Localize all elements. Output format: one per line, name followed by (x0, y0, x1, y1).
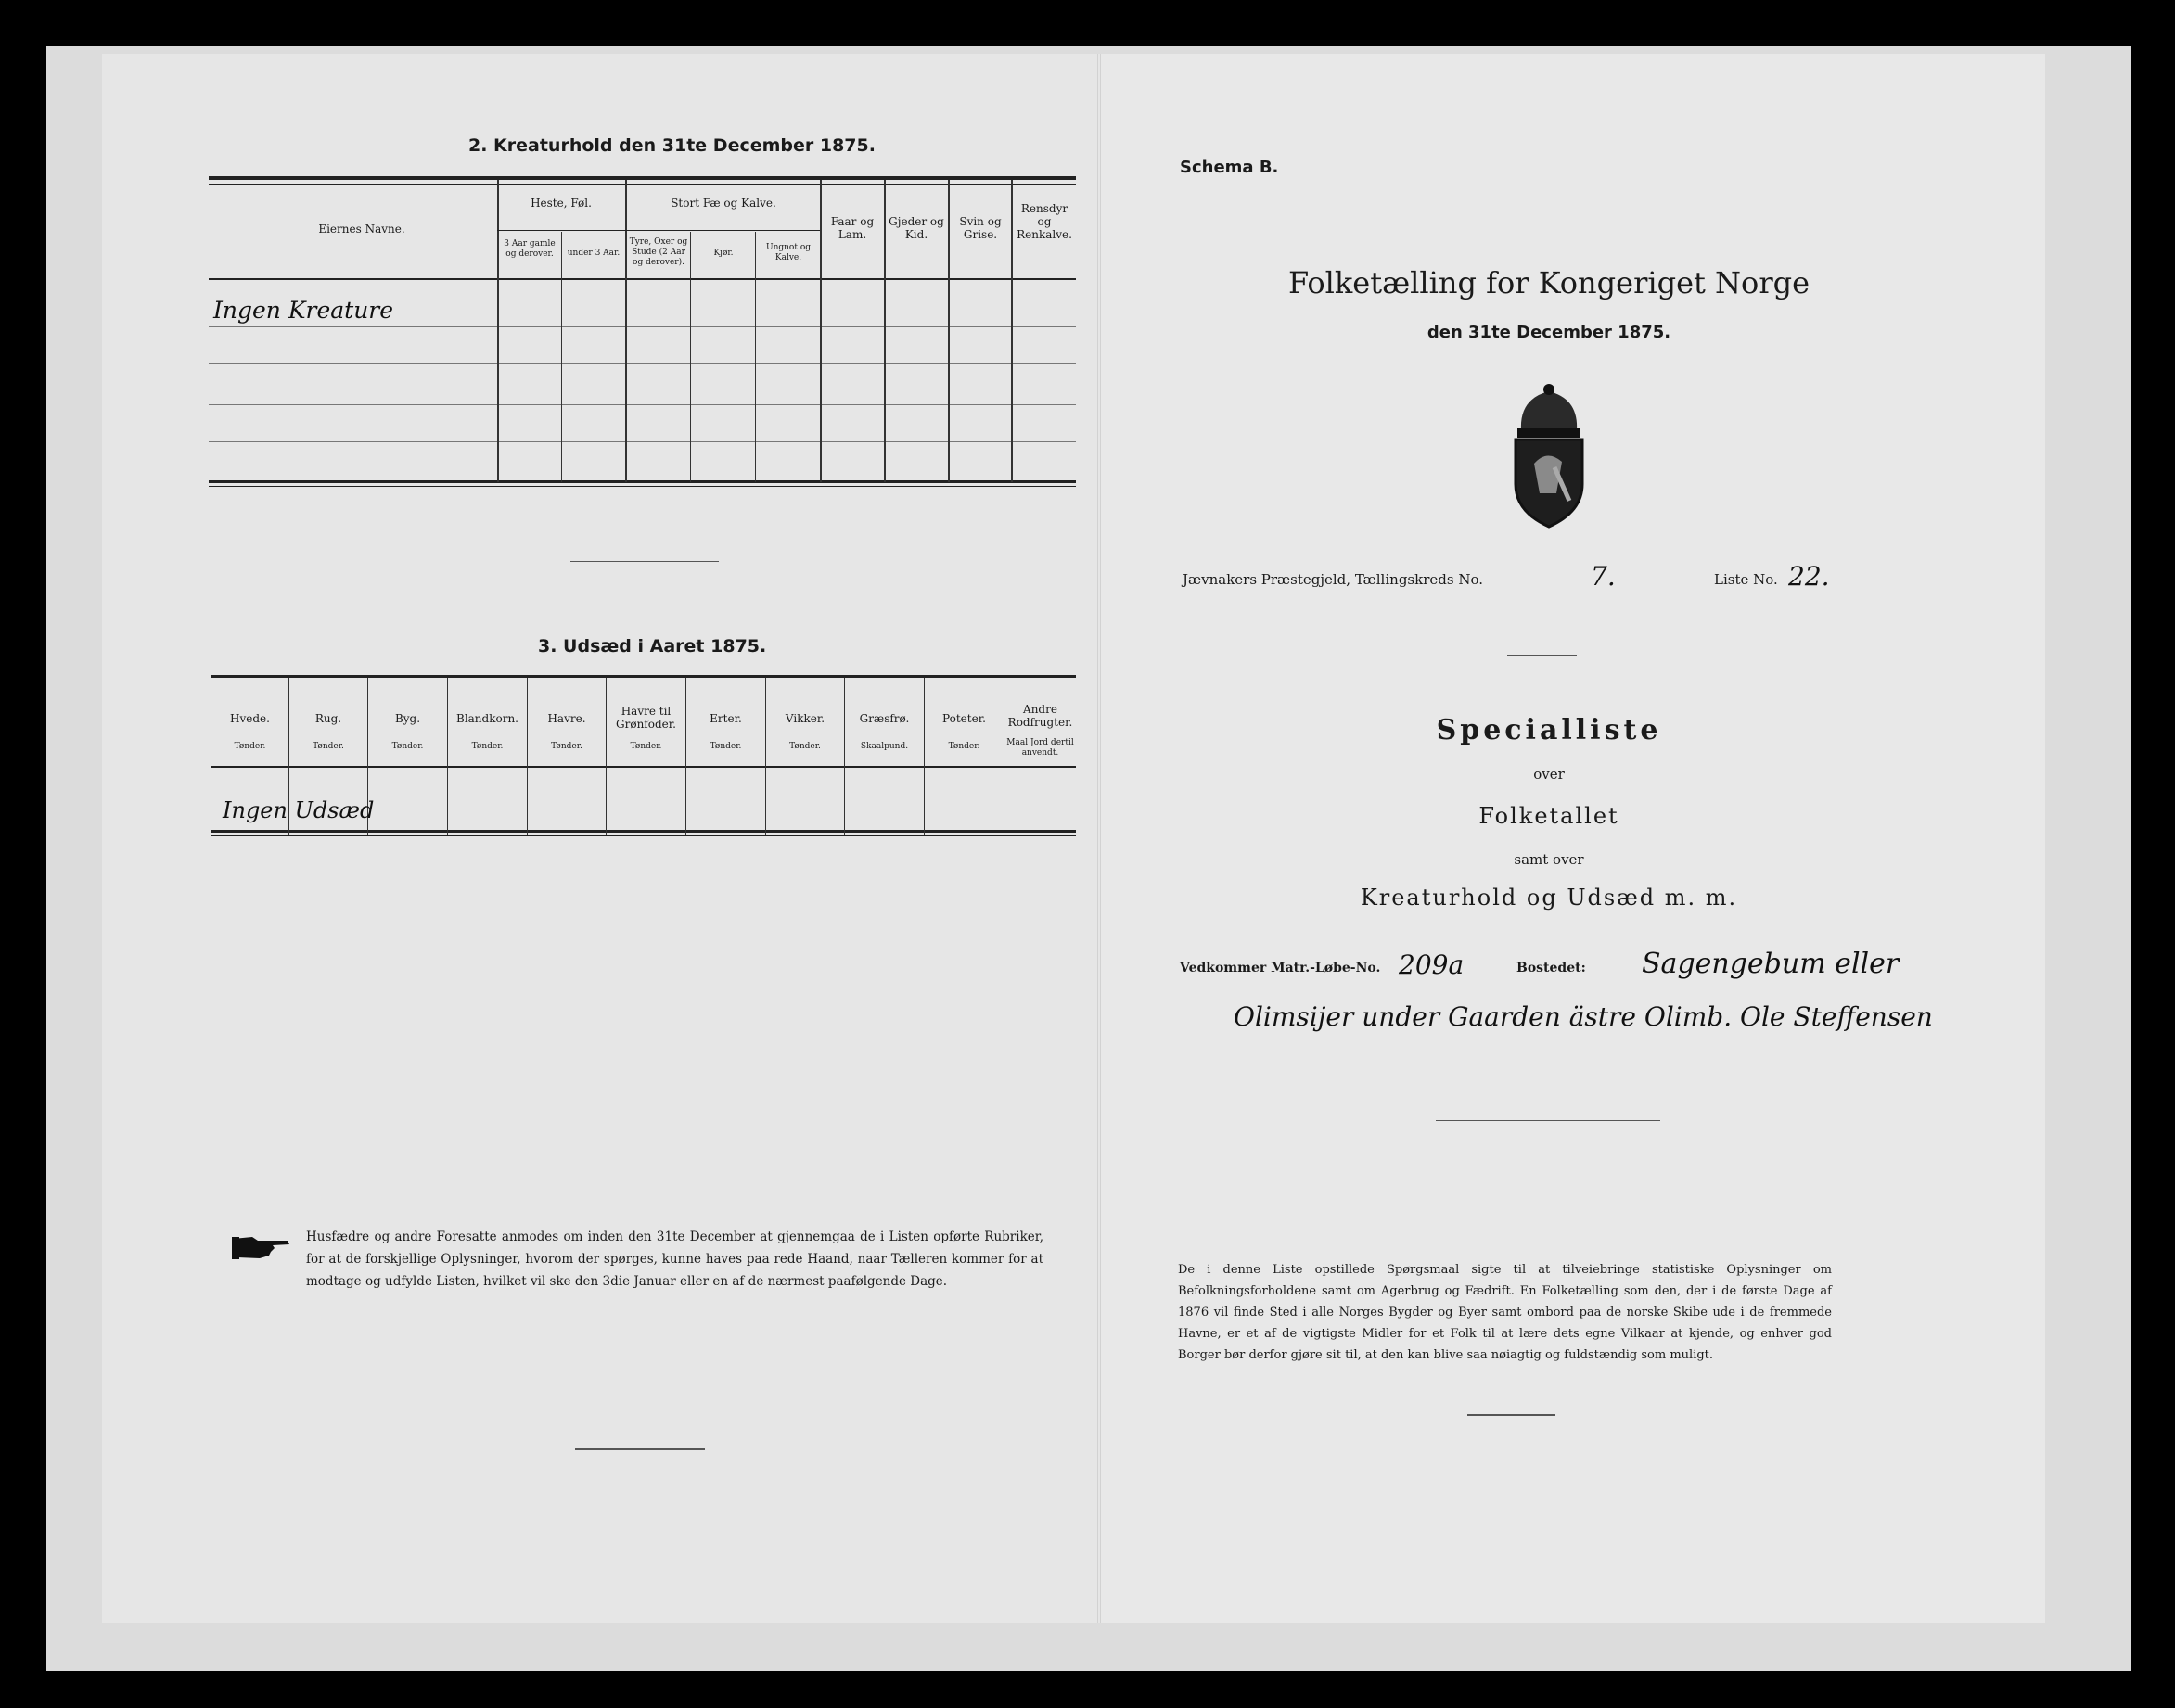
header-cattle: Stort Fæ og Kalve. (671, 197, 776, 210)
seed-entry: Ingen Udsæd (223, 797, 375, 823)
seed-roots: Andre Rodfrugter. (1007, 703, 1073, 729)
section2-title: 2. Kreaturhold den 31te December 1875. (468, 135, 876, 156)
seed-vetch: Vikker. (785, 712, 825, 725)
separator (1436, 1120, 1660, 1121)
main-title: Folketælling for Kongeriget Norge (1287, 265, 1810, 300)
kreds-number: 7. (1591, 561, 1616, 592)
separator (1467, 1414, 1555, 1416)
seed-grass-unit: Skaalpund. (860, 742, 909, 751)
separator (1507, 655, 1577, 656)
specialliste-heading: Specialliste (1436, 714, 1662, 746)
header-sheep: Faar og Lam. (830, 215, 875, 241)
notice-text: Husfædre og andre Foresatte anmodes om inden den 31te December at gjennemgaa de i Listen opførte Rubriker, for at de forskjellige Oplysninger, hvorom der spørges, kunne haves paa rede Haand, naar Tælleren kommer for at modtage og udfylde Listen, hvilket vil ske den 3die Januar eller en af de nærmest paafølgende Dage. (306, 1230, 1043, 1289)
samt-over-label: samt over (1514, 851, 1584, 868)
liste-number: 22. (1788, 561, 1830, 592)
bostedet-line2: Olimsijer under Gaarden ästre Olimb. Ole Steffensen (1234, 1001, 1933, 1032)
seed-wheat-unit: Tønder. (234, 742, 266, 751)
seed-peas-unit: Tønder. (710, 742, 742, 751)
schema-label: Schema B. (1180, 158, 1279, 177)
over-label: over (1533, 766, 1565, 783)
parish-label: Jævnakers Præstegjeld, Tællingskreds No. (1183, 571, 1483, 588)
seed-oats-green: Havre til Grønfoder. (616, 705, 676, 731)
matr-label: Vedkommer Matr.-Løbe-No. (1180, 961, 1381, 975)
seed-peas: Erter. (710, 712, 742, 725)
liste-label: Liste No. (1714, 571, 1778, 588)
bostedet-label: Bostedet: (1516, 961, 1586, 975)
separator (570, 561, 719, 562)
folketallet-heading: Folketallet (1478, 803, 1619, 829)
separator (575, 1448, 705, 1450)
header-reindeer: Rensdyr og Renkalve. (1017, 202, 1072, 241)
header-owner: Eiernes Navne. (318, 223, 405, 236)
header-goats: Gjeder og Kid. (889, 215, 944, 241)
header-horses-old: 3 Aar gamle og derover. (504, 239, 556, 259)
seed-barley: Byg. (394, 712, 421, 725)
census-date: den 31te December 1875. (1427, 323, 1671, 342)
header-horses-young: under 3 Aar. (567, 249, 621, 258)
seed-mixed: Blandkorn. (456, 712, 518, 725)
page-fold (1097, 54, 1101, 1623)
header-pigs: Svin og Grise. (959, 215, 1002, 241)
kreaturhold-heading: Kreaturhold og Udsæd m. m. (1360, 885, 1738, 911)
pointing-hand-icon (232, 1233, 291, 1261)
header-horses: Heste, Føl. (531, 197, 592, 210)
header-cattle-young: Ungnot og Kalve. (765, 243, 811, 262)
seed-oats-green-unit: Tønder. (630, 742, 662, 751)
seed-oats: Havre. (547, 712, 586, 725)
header-cattle-cows: Kjør. (713, 249, 734, 258)
seed-rye-unit: Tønder. (313, 742, 344, 751)
seed-rye: Rug. (314, 712, 342, 725)
seed-vetch-unit: Tønder. (789, 742, 821, 751)
seed-wheat: Hvede. (230, 712, 270, 725)
section3-title: 3. Udsæd i Aaret 1875. (538, 636, 767, 656)
footnote-text: De i denne Liste opstillede Spørgsmaal sigte til at tilveiebringe statistiske Oplysninger om Befolkningsforholdene samt om Agerbrug og Fædrift. En Folketælling som den, der i de første Dage af 1876 vil finde Sted i alle Norges Bygder og Byer samt ombord paa de norske Skibe ude i de fremmede Havne, er et af de vigtigste Midler for et Folk til at lære dets egne Vilkaar at kjende, og enhver god Borger bør derfor gjøre sit til, at den kan blive saa nøiagtig og fuldstændig som muligt. (1178, 1263, 1832, 1362)
seed-potatoes-unit: Tønder. (948, 742, 980, 751)
seed-potatoes: Poteter. (942, 712, 986, 725)
bostedet-line1: Sagengebum eller (1642, 948, 1900, 980)
seed-oats-unit: Tønder. (551, 742, 582, 751)
seed-roots-unit: Maal Jord dertil anvendt. (1006, 738, 1074, 758)
livestock-entry: Ingen Kreature (213, 297, 394, 324)
seed-grass: Græsfrø. (859, 712, 910, 725)
seed-barley-unit: Tønder. (391, 742, 424, 751)
header-cattle-bulls: Tyre, Oxer og Stude (2 Aar og derover). (629, 237, 688, 267)
coat-of-arms-emblem (1501, 382, 1597, 530)
seed-mixed-unit: Tønder. (471, 742, 504, 751)
matr-number: 209a (1399, 950, 1465, 980)
